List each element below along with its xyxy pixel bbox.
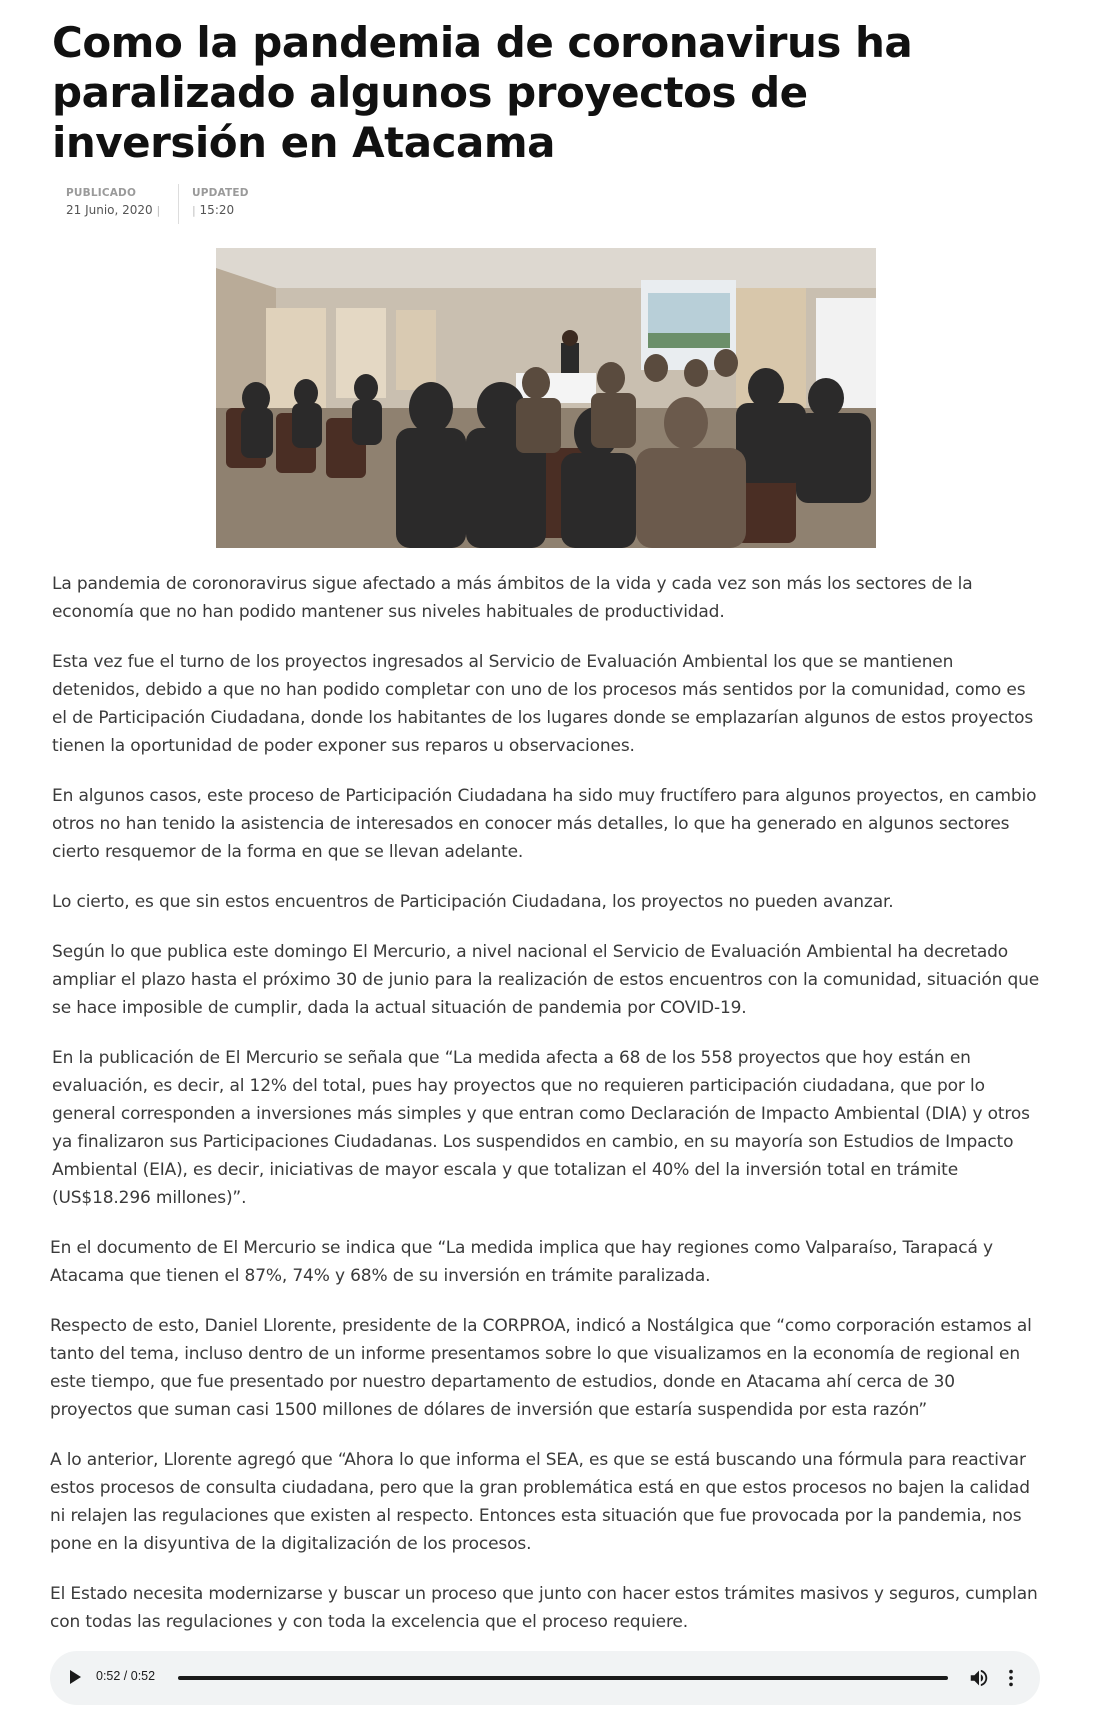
audio-player[interactable] [50, 1651, 1040, 1705]
paragraph: En algunos casos, este proceso de Participación Ciudadana ha sido muy fructífero para algunos proyectos, en cambio otros no han tenido la asistencia de interesados en conocer más detalles, lo que ha generado en algunos sectores cierto resquemor de la forma en que se llevan adelante. [52, 786, 1037, 862]
article-body [52, 570, 1042, 1636]
updated-time-row [192, 202, 249, 219]
paragraph: En la publicación de El Mercurio se señala que “La medida afecta a 68 de los 558 proyectos que hoy están en evaluación, es decir, al 12% del total, pues hay proyectos que no requieren participación ciudadana, que por lo general corresponden a inversiones más simples y que entran como Declaración de Impacto Ambiental (DIA) y otros ya finalizaron sus Participaciones Ciudadanas. Los suspendidos en cambio, en su mayoría son Estudios de Impacto Ambiental (EIA), es decir, iniciativas de mayor escala y que totalizan el 40% del la inversión total en trámite (US$18.296 millones)”. [52, 1048, 1030, 1208]
published-block [66, 186, 178, 219]
updated-time: 15:20 [199, 203, 235, 217]
article-photo [216, 248, 876, 548]
published-date-row [66, 202, 178, 219]
published-separator: | [156, 204, 161, 217]
updated-label: UPDATED [192, 187, 249, 199]
published-label: PUBLICADO [66, 187, 137, 199]
audio-time: 0:52 / 0:52 [96, 1669, 156, 1683]
play-icon[interactable] [70, 1670, 81, 1684]
updated-separator: | [192, 204, 196, 217]
volume-icon[interactable] [968, 1667, 990, 1689]
paragraph: Según lo que publica este domingo El Mercurio, a nivel nacional el Servicio de Evaluación Ambiental ha decretado ampliar el plazo hasta el próximo 30 de junio para la realización de estos encuentros con la comunidad, situación que se hace imposible de cumplir, dada la actual situación de pandemia por COVID-19. [52, 942, 1040, 1018]
paragraph: Respecto de esto, Daniel Llorente, presidente de la CORPROA, indicó a Nostálgica que “como corporación estamos al tanto del tema, incluso dentro de un informe presentamos sobre lo que visualizamos en la economía de regional en este tiempo, que fue presentado por nuestro departamento de estudios, donde en Atacama ahí cerca de 30 proyectos que suman casi 1500 millones de dólares de inversión que estaría suspendida por esta razón” [50, 1316, 1032, 1420]
meeting-room-photo [216, 248, 876, 548]
paragraph: La pandemia de coronoravirus sigue afectado a más ámbitos de la vida y cada vez son más los sectores de la economía que no han podido mantener sus niveles habituales de productividad. [52, 574, 973, 622]
article-meta [66, 186, 1042, 226]
article [52, 0, 1042, 1658]
paragraph: Esta vez fue el turno de los proyectos ingresados al Servicio de Evaluación Ambiental los que se mantienen detenidos, debido a que no han podido completar con uno de los procesos más sentidos por la comunidad, como es el de Participación Ciudadana, donde los habitantes de los lugares donde se emplazarían algunos de estos proyectos tienen la oportunidad de poder exponer sus reparos u observaciones. [52, 652, 1034, 756]
audio-progress-bar[interactable] [178, 1676, 948, 1680]
paragraph: Lo cierto, es que sin estos encuentros de Participación Ciudadana, los proyectos no pueden avanzar. [52, 892, 894, 912]
paragraph: En el documento de El Mercurio se indica que “La medida implica que hay regiones como Valparaíso, Tarapacá y Atacama que tienen el 87%, 74% y 68% de su inversión en trámite paralizada. [50, 1238, 993, 1286]
meta-divider [178, 184, 179, 224]
paragraph: A lo anterior, Llorente agregó que “Ahora lo que informa el SEA, es que se está buscando una fórmula para reactivar estos procesos de consulta ciudadana, pero que la gran problemática está en que estos procesos no bajen la calidad ni relajen las regulaciones que existen al respecto. Entonces esta situación que fue provocada por la pandemia, nos pone en la disyuntiva de la digitalización de los procesos. [50, 1450, 1030, 1554]
updated-block [192, 186, 249, 219]
published-date: 21 Junio, 2020 [66, 203, 153, 217]
article-title: Como la pandemia de coronavirus ha paralizado algunos proyectos de inversión en Atacama [52, 18, 913, 167]
paragraph: El Estado necesita modernizarse y buscar un proceso que junto con hacer estos trámites masivos y seguros, cumplan con todas las regulaciones y con toda la excelencia que el proceso requiere. [50, 1584, 1038, 1632]
more-vert-icon[interactable] [1005, 1667, 1017, 1689]
